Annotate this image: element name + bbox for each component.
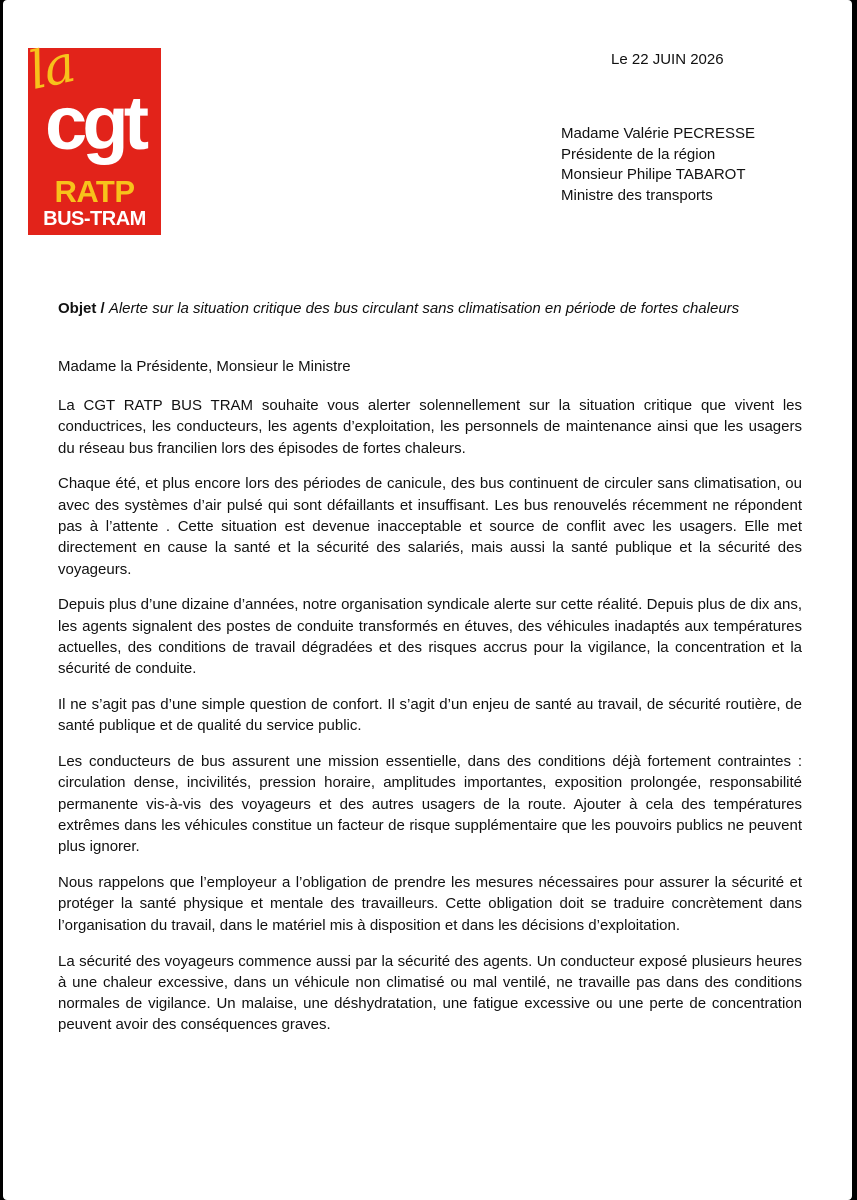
body-paragraph: La CGT RATP BUS TRAM souhaite vous alerter solennellement sur la situation critique que vivent les conductrices, les conducteurs, les agents d’exploitation, les personnels de maintenance ainsi que les usagers du réseau bus francilien lors des épisodes de fortes chaleurs.	[58, 397, 802, 457]
logo-la-text: la	[23, 34, 79, 102]
body-paragraph: Il ne s’agit pas d’une simple question de confort. Il s’agit d’un enjeu de santé au travail, de sécurité routière, de santé publique et de qualité du service public.	[58, 696, 802, 735]
recipient-line: Madame Valérie PECRESSE	[561, 125, 755, 142]
body-paragraph: Les conducteurs de bus assurent une mission essentielle, dans des conditions déjà fortement contraintes : circulation dense, incivilités, pression horaire, amplitudes importantes, exposition prolongée, responsabilité permanente vis-à-vis des voyageurs et des autres usagers de la route. Ajouter à cela des températures extrêmes dans les véhicules constitue un facteur de risque supplémentaire que les pouvoirs publics ne peuvent plus ignorer.	[58, 753, 802, 856]
cgt-ratp-bus-tram-logo	[23, 34, 161, 235]
subject-line	[58, 299, 838, 319]
body-paragraph: Chaque été, et plus encore lors des périodes de canicule, des bus continuent de circuler sans climatisation, ou avec des systèmes d’air pulsé qui sont défaillants et insuffisant. Les bus renouvelés récemment ne répondent pas à l’attente . Cette situation est devenue inacceptable et source de conflit avec les usagers. Elle met directement en cause la santé et la sécurité des salariés, mais aussi la santé publique et la sécurité des voyageurs.	[58, 475, 802, 578]
letter-date: Le 22 JUIN 2026	[611, 51, 724, 68]
subject-label: Objet /	[58, 300, 105, 317]
body-paragraph: Nous rappelons que l’employeur a l’obligation de prendre les mesures nécessaires pour assurer la sécurité et protéger la santé physique et mentale des travailleurs. Cette obligation doit se traduire concrètement dans l’organisation du travail, dans le matériel mis à disposition et dans les décisions d’exploitation.	[58, 874, 802, 934]
salutation: Madame la Présidente, Monsieur le Ministre	[58, 358, 351, 375]
recipient-line: Monsieur Philipe TABAROT	[561, 166, 746, 183]
letter-body	[58, 395, 802, 1050]
body-paragraph: La sécurité des voyageurs commence aussi par la sécurité des agents. Un conducteur exposé plusieurs heures à une chaleur excessive, dans un véhicule non climatisé ou mal ventilé, ne travaille pas dans des conditions normales de vigilance. Un malaise, une déshydratation, une fatigue excessive ou une perte de concentration peuvent avoir des conséquences graves.	[58, 952, 802, 1034]
logo-bus-tram-text: BUS-TRAM	[43, 208, 146, 230]
letter-page	[3, 0, 852, 1200]
recipient-block	[561, 124, 841, 206]
logo-cgt-text: cgt	[45, 81, 144, 166]
subject-text: Alerte sur la situation critique des bus circulant sans climatisation en période de fortes chaleurs	[108, 300, 740, 317]
recipient-line: Présidente de la région	[561, 145, 716, 163]
logo-ratp-text: RATP	[54, 174, 135, 209]
body-paragraph: Depuis plus d’une dizaine d’années, notre organisation syndicale alerte sur cette réalité. Depuis plus de dix ans, les agents signalent des postes de conduite transformés en étuves, des véhicules inadaptés aux températures actuelles, des conditions de travail dégradées et des risques accrus pour la vigilance, la concentration et la sécurité de conduite.	[58, 596, 802, 678]
recipient-line: Ministre des transports	[561, 186, 713, 204]
